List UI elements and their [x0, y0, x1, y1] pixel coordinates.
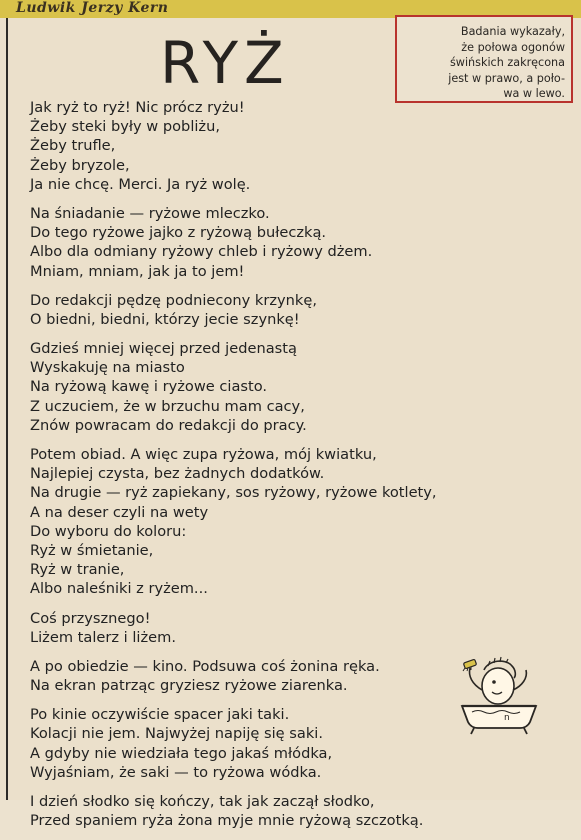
poem-line: Do redakcji pędzę podniecony krzynkę,: [30, 291, 317, 309]
poem-line: Albo naleśniki z ryżem...: [30, 580, 208, 598]
poem-line: Ryż w tranie,: [30, 561, 125, 579]
poem-line: I dzień słodko się kończy, tak jak zaczął słodko,: [30, 793, 375, 810]
poem-line: Na ryżową kawę i ryżowe ciasto.: [30, 378, 268, 396]
note-line: że połowa ogonów: [461, 40, 565, 54]
poem-line: Mniam, mniam, jak ja to jem!: [30, 262, 245, 280]
bathtub-scrub-illustration-icon: [458, 656, 540, 736]
poem-line: Kolacji nie jem. Najwyżej napiję się saki.: [30, 725, 323, 743]
note-line: Badania wykazały,: [460, 25, 565, 38]
poem-line: Ryż w śmietanie,: [30, 541, 154, 559]
poem-line: Żeby steki były w pobliżu,: [30, 118, 220, 136]
poem-line: Wyjaśniam, że saki — to ryżowa wódka.: [30, 763, 322, 781]
poem-line: Znów powracam do redakcji do pracy.: [30, 416, 307, 434]
poem-line: A po obiedzie — kino. Podsuwa coś żonina ręka.: [30, 657, 380, 675]
poem-line: Na ekran patrząc gryziesz ryżowe ziarenka.: [30, 677, 348, 695]
poem-line: O biedni, biedni, którzy jecie szynkę!: [30, 310, 300, 328]
poem-line: Wyskakuję na miasto: [30, 359, 185, 377]
stanza: [30, 609, 560, 647]
stanza: [30, 792, 560, 830]
author-name: Ludwik Jerzy Kern: [16, 0, 169, 16]
editorial-note-box: [395, 15, 573, 103]
note-line: jest w prawo, a poło-: [448, 71, 565, 85]
editorial-note-text: [415, 24, 565, 102]
poem-line: Żeby bryzole,: [30, 156, 130, 174]
left-column-rule: [6, 18, 8, 800]
poem-title: RYŻ: [160, 29, 290, 97]
poem-line: Z uczuciem, że w brzuchu mam cacy,: [30, 397, 305, 415]
poem-line: Jak ryż to ryż! Nic prócz ryżu!: [30, 99, 245, 116]
poem-line: Coś przysznego!: [30, 609, 151, 627]
note-line: wa w lewo.: [503, 87, 565, 100]
stanza: [30, 98, 560, 194]
poem-line: Potem obiad. A więc zupa ryżowa, mój kwiatku,: [30, 446, 377, 463]
poem-line: Po kinie oczywiście spacer jaki taki.: [30, 706, 290, 724]
stanza: [30, 339, 560, 435]
poem-line: Gdzieś mniej więcej przed jedenastą: [30, 340, 297, 358]
poem-line: Na śniadanie — ryżowe mleczko.: [30, 204, 270, 222]
svg-text:n: n: [504, 713, 510, 723]
poem-line: Do wyboru do koloru:: [30, 522, 187, 540]
stanza: [30, 445, 560, 599]
poem-line: Do tego ryżowe jajko z ryżową bułeczką.: [30, 224, 327, 242]
poem-line: Liżem talerz i liżem.: [30, 628, 176, 646]
stanza: [30, 204, 560, 281]
stanza: [30, 291, 560, 329]
poem-line: A gdyby nie wiedziała tego jakaś młódka,: [30, 744, 333, 762]
poem-line: Ja nie chcę. Merci. Ja ryż wolę.: [30, 175, 251, 193]
poem-line: Przed spaniem ryża żona myje mnie ryżową szczotką.: [30, 812, 424, 830]
poem-line: Najlepiej czysta, bez żadnych dodatków.: [30, 465, 325, 483]
poem-line: Na drugie — ryż zapiekany, sos ryżowy, ryżowe kotlety,: [30, 484, 437, 502]
note-line: świńskich zakręcona: [449, 56, 565, 69]
poem-line: Albo dla odmiany ryżowy chleb i ryżowy dżem.: [30, 243, 373, 261]
poem-line: A na deser czyli na wety: [30, 503, 209, 521]
poem-line: Żeby trufle,: [30, 137, 116, 155]
